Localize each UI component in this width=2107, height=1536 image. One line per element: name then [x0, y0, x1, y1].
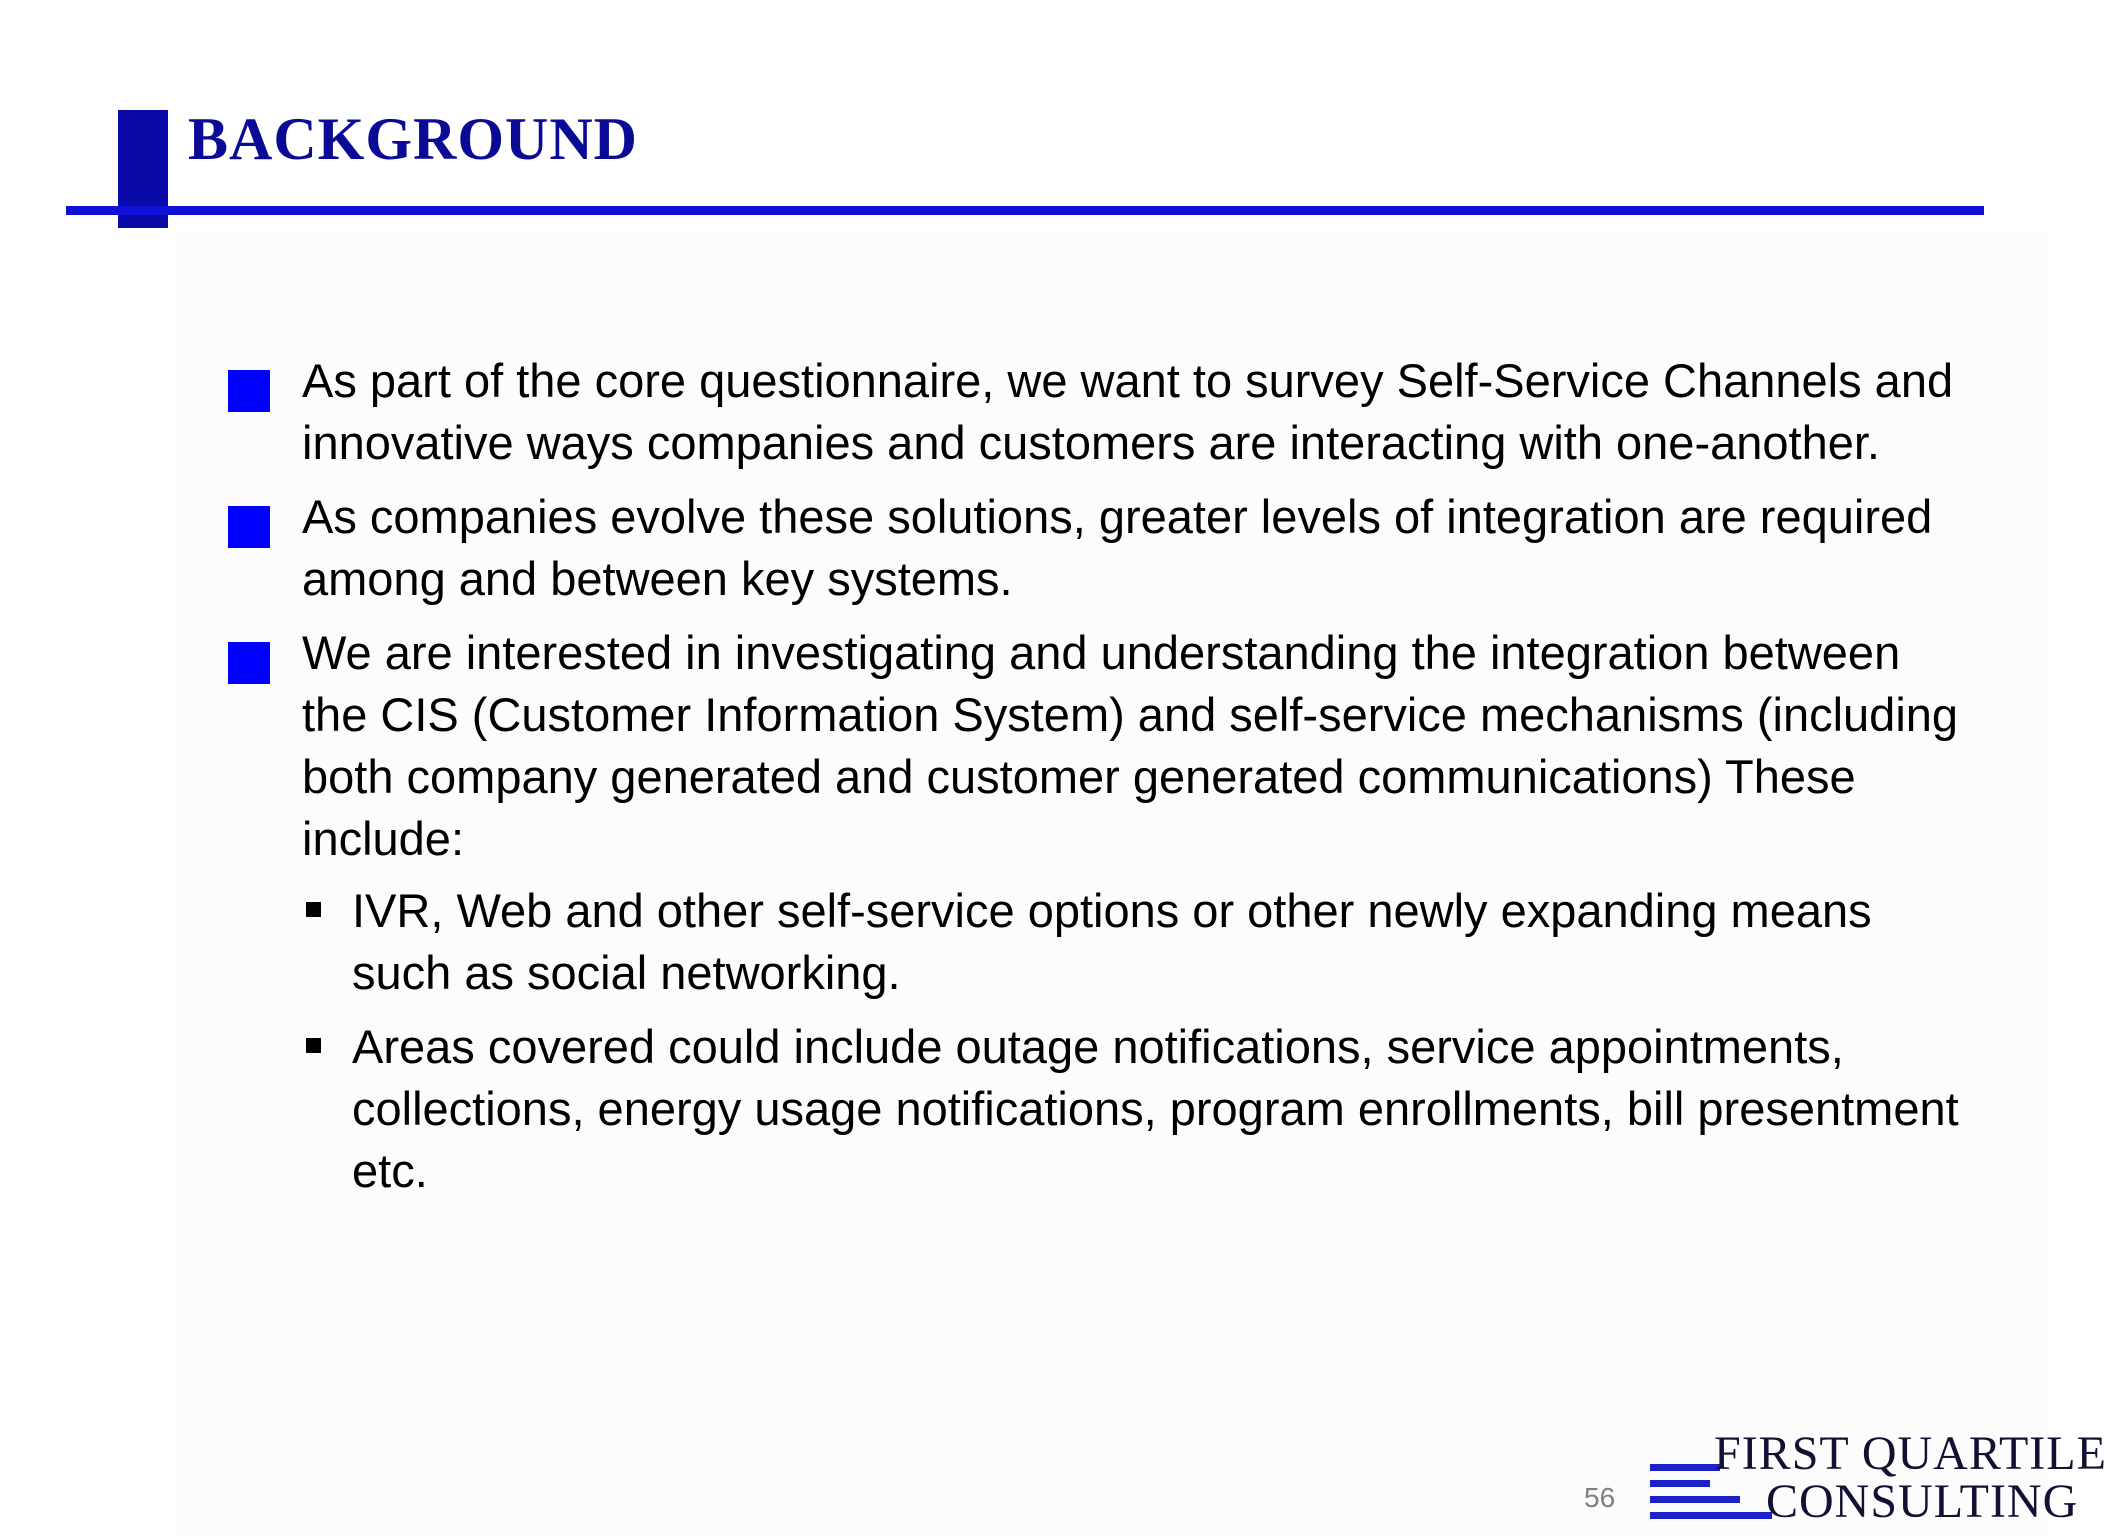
bullet-text: We are interested in investigating and understanding the integration between the CIS (Customer Information System) and self-service mechanisms (including both company generated and customer generated communications) These include:: [302, 626, 1959, 865]
black-square-bullet-icon: [306, 902, 321, 917]
logo-bar-icon: [1650, 1496, 1740, 1503]
blue-square-bullet-icon: [228, 370, 270, 412]
sub-bullet-item: [302, 880, 1968, 1004]
black-square-bullet-icon: [306, 1038, 321, 1053]
sub-bullet-text: IVR, Web and other self-service options or other newly expanding means such as social networking.: [352, 884, 1872, 999]
page-number: 56: [1584, 1482, 1616, 1513]
logo-bar-icon: [1650, 1464, 1720, 1471]
sub-bullet-text: Areas covered could include outage notifications, service appointments, collections, energy usage notifications, program enrollments, bill presentment etc.: [352, 1020, 1959, 1197]
blue-square-bullet-icon: [228, 642, 270, 684]
logo-text-line1: FIRST QUARTILE: [1714, 1427, 2107, 1480]
title-underline-rule: [66, 206, 1984, 215]
sub-bullet-list: [302, 880, 1968, 1202]
bullet-item: [228, 622, 1968, 1202]
bullet-text: As companies evolve these solutions, greater levels of integration are required among and between key systems.: [302, 490, 1933, 605]
first-quartile-logo: [1646, 1424, 2107, 1528]
logo-bar-icon: [1650, 1480, 1710, 1487]
logo-text-line2: CONSULTING: [1766, 1475, 2079, 1528]
slide-title: BACKGROUND: [188, 106, 639, 172]
blue-square-bullet-icon: [228, 506, 270, 548]
bullet-item: [228, 486, 1968, 610]
bullet-item: [228, 350, 1968, 474]
logo-bar-icon: [1650, 1512, 1772, 1519]
sub-bullet-item: [302, 1016, 1968, 1202]
bullet-text: As part of the core questionnaire, we want to survey Self-Service Channels and innovative ways companies and customers are interacting with one-another.: [302, 354, 1954, 469]
bullet-list: [228, 350, 1968, 1214]
